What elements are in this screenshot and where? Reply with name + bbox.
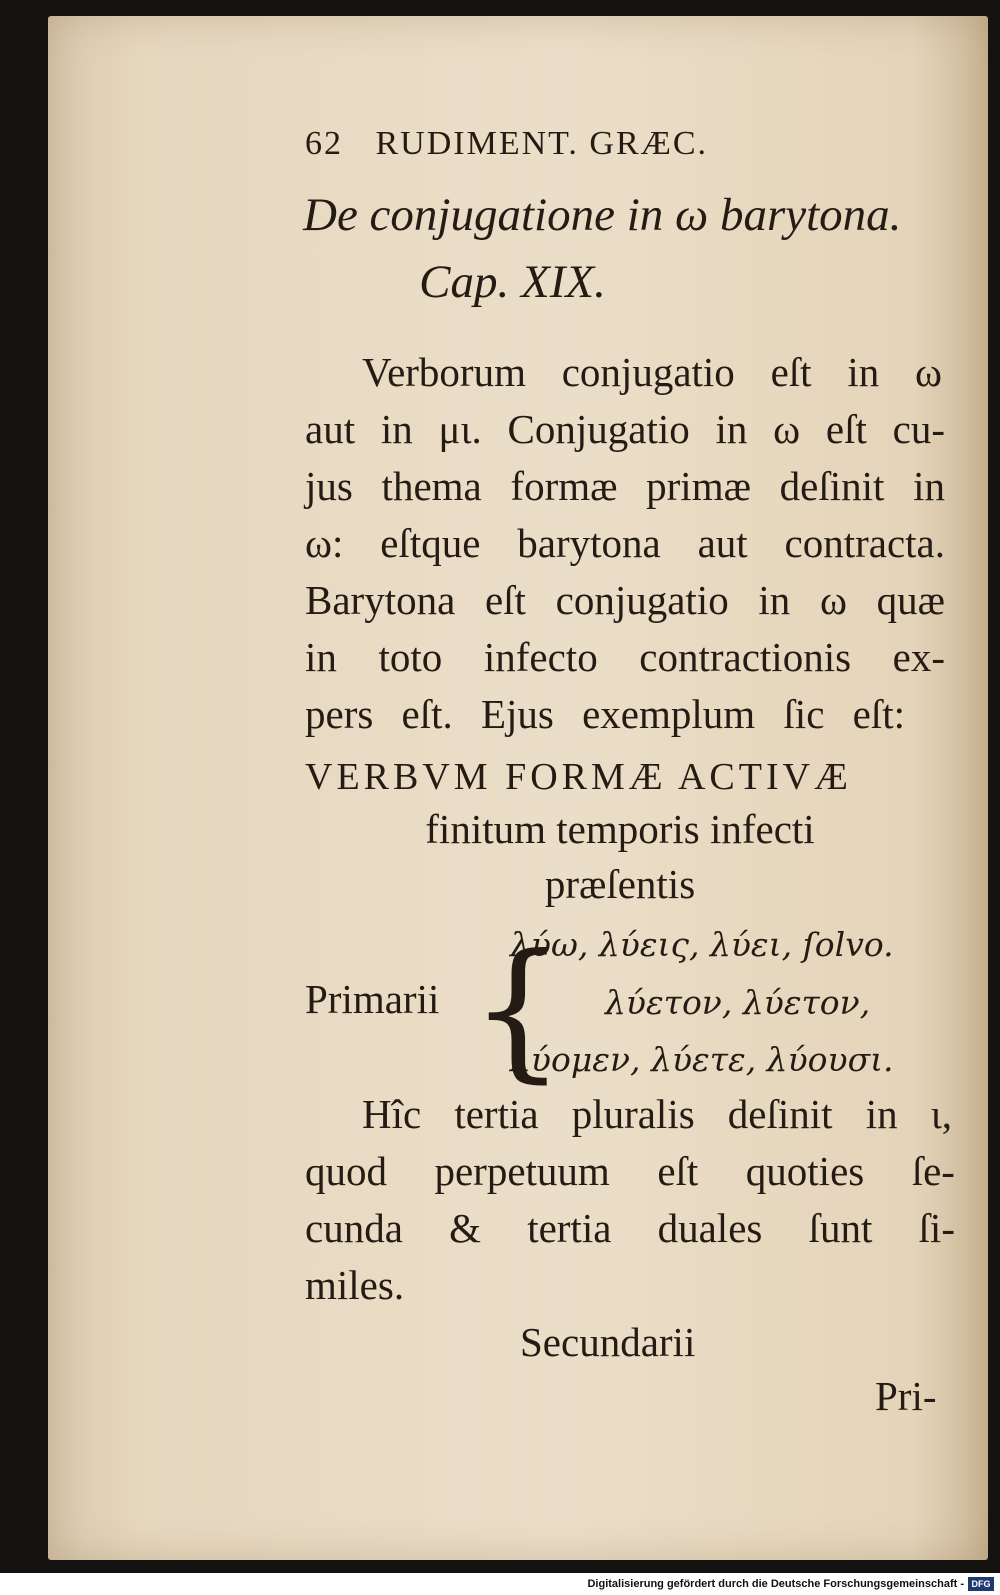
word: cu-: [892, 406, 945, 452]
chapter-title: De conjugatione in ω barytona.: [303, 189, 902, 241]
word: quod: [305, 1148, 387, 1194]
paragraph1-line-3: [305, 462, 945, 510]
word: aut: [697, 520, 748, 566]
running-header: [305, 125, 708, 163]
word: Hîc: [362, 1091, 422, 1137]
section-heading: VERBVM FORMÆ ACTIVÆ: [305, 756, 852, 798]
dfg-logo: DFG: [968, 1577, 994, 1591]
word: exemplum: [582, 691, 756, 737]
paragraph1-line-4: [305, 519, 945, 567]
word: in: [758, 577, 791, 623]
word: toto: [378, 634, 443, 680]
word: eſt: [657, 1148, 699, 1194]
paragraph1-line-5: [305, 576, 945, 624]
word: in: [305, 634, 337, 680]
word: ω:: [305, 520, 344, 566]
word: duales: [657, 1205, 763, 1251]
word: ſunt: [808, 1205, 873, 1251]
word: tertia: [527, 1205, 612, 1251]
word: conjugatio: [555, 577, 729, 623]
conjugation-row-3: λύομεν, λύετε, λύουσι.: [510, 1040, 894, 1079]
section-line-1: finitum temporis infecti: [425, 806, 815, 852]
word: perpetuum: [434, 1148, 610, 1194]
section-line-2: præſentis: [544, 861, 696, 907]
word: tertia: [454, 1091, 539, 1137]
digitization-credit: Digitalisierung gefördert durch die Deutsche Forschungsgemeinschaft -: [0, 1573, 1000, 1595]
word: eſt: [825, 406, 867, 452]
word: eſt: [770, 349, 812, 395]
word: primæ: [646, 463, 751, 509]
word: conjugatio: [561, 349, 735, 395]
word: deſinit: [779, 463, 885, 509]
word: pers: [305, 691, 374, 737]
word: pluralis: [571, 1091, 695, 1137]
word: in: [865, 1091, 898, 1137]
word: Ejus: [480, 691, 554, 737]
word: eſt:: [852, 691, 905, 737]
word: μι.: [438, 406, 482, 452]
paragraph1-line-2: [305, 405, 945, 453]
word: ſi-: [918, 1205, 955, 1251]
word: in: [847, 349, 880, 395]
word: formæ: [510, 463, 618, 509]
conjugation-label: Primarii: [305, 976, 440, 1022]
word: eſt: [484, 577, 526, 623]
word: contractionis: [639, 634, 852, 680]
conjugation-row-1: λύω, λύεις, λύει, ſolvo.: [510, 925, 894, 964]
word: Barytona: [305, 577, 456, 623]
running-title: RUDIMENT. GRÆC.: [375, 125, 709, 162]
word: aut: [305, 406, 356, 452]
catchword: Pri-: [875, 1373, 937, 1419]
word: Verborum: [362, 349, 526, 395]
word: Conjugatio: [507, 406, 690, 452]
word: miles.: [305, 1262, 405, 1308]
centered-word: Secundarii: [520, 1319, 696, 1365]
word: deſinit: [727, 1091, 833, 1137]
paragraph2-line-2: [305, 1147, 955, 1195]
word: in: [380, 406, 413, 452]
paragraph1-line-6: [305, 633, 945, 681]
word: barytona: [517, 520, 661, 566]
curly-brace: {: [470, 923, 566, 1097]
word: cunda: [305, 1205, 403, 1251]
word: eſtque: [380, 520, 481, 566]
paragraph2-line-1: [362, 1090, 952, 1138]
word: &: [449, 1205, 481, 1251]
word: ſic: [783, 691, 825, 737]
word: in: [913, 463, 945, 509]
word: ω: [915, 349, 942, 395]
page-number: 62: [305, 125, 343, 162]
word: ω: [773, 406, 801, 452]
paragraph2-line-4: [305, 1261, 425, 1309]
word: ex-: [892, 634, 945, 680]
chapter-number: Cap. XIX.: [419, 256, 606, 308]
word: infecto: [483, 634, 598, 680]
word: contracta.: [784, 520, 945, 566]
word: eſt.: [401, 691, 453, 737]
paragraph1-line-7: [305, 690, 905, 738]
conjugation-row-2: λύετον, λύετον,: [605, 983, 871, 1022]
word: quæ: [876, 577, 945, 623]
paragraph2-line-3: [305, 1204, 955, 1252]
word: quoties: [745, 1148, 865, 1194]
word: ω: [819, 577, 847, 623]
word: in: [715, 406, 748, 452]
word: jus: [305, 463, 353, 509]
paragraph1-line-1: [362, 348, 942, 396]
word: thema: [381, 463, 482, 509]
word: ſe-: [911, 1148, 955, 1194]
word: ι,: [930, 1091, 952, 1137]
